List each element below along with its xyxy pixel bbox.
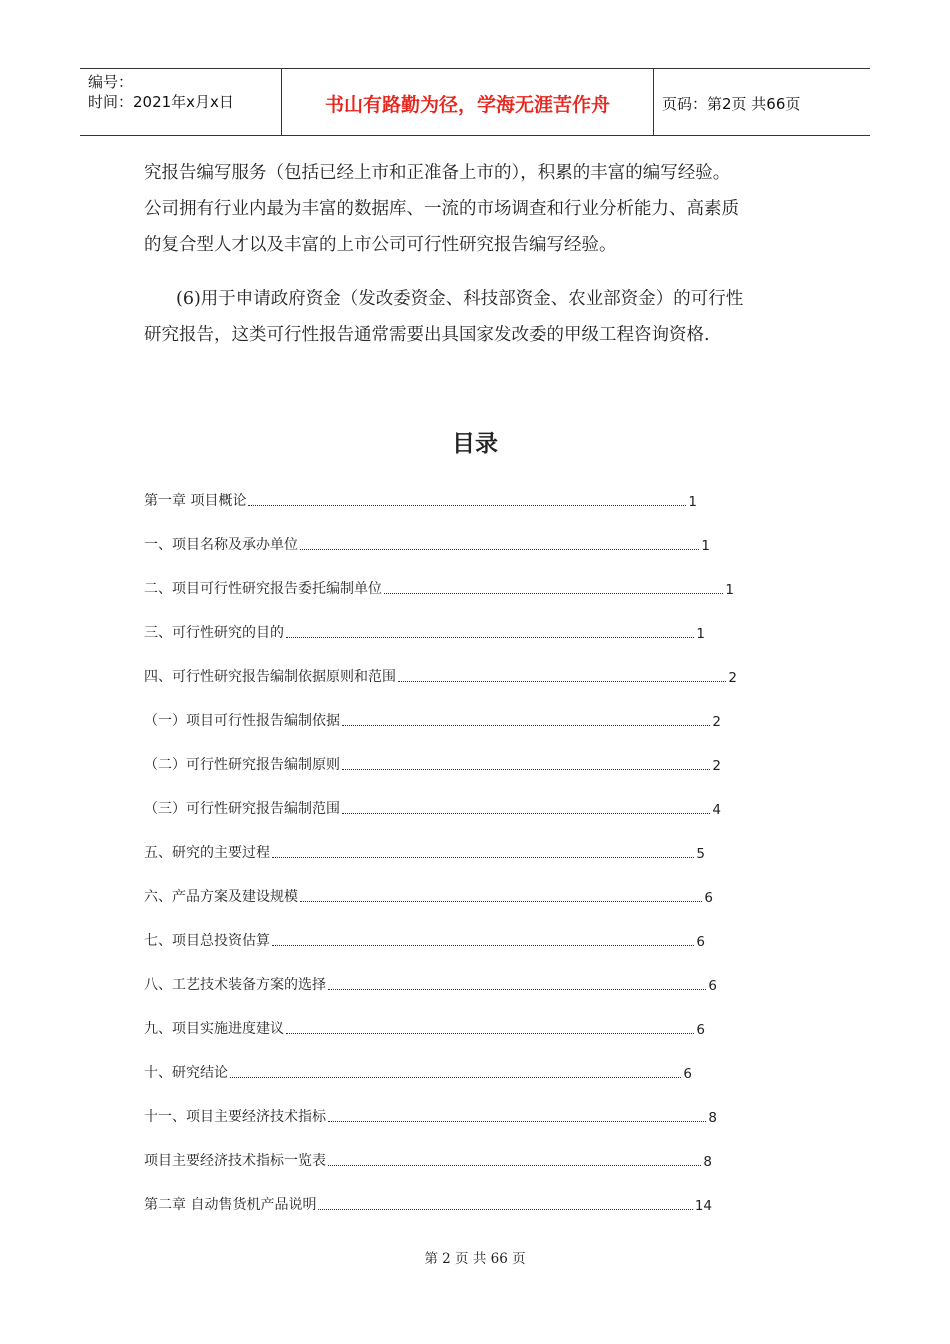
toc-entry-page: 1 bbox=[725, 582, 734, 598]
toc-entry-page: 1 bbox=[696, 626, 705, 642]
toc-entry-page: 6 bbox=[708, 978, 717, 994]
toc-entry[interactable] bbox=[144, 666, 737, 686]
toc-entry[interactable] bbox=[144, 842, 705, 862]
toc-entry[interactable] bbox=[144, 710, 721, 730]
toc-entry[interactable] bbox=[144, 930, 705, 950]
toc-entry-title: 三、可行性研究的目的 bbox=[144, 625, 284, 641]
toc-leader-dots bbox=[248, 504, 686, 506]
toc-entry-title: 第一章 项目概论 bbox=[144, 493, 247, 509]
toc-entry-page: 14 bbox=[694, 1198, 712, 1214]
paragraph-line: 究报告编写服务（包括已经上市和正准备上市的），积累的丰富的编写经验。 bbox=[144, 163, 731, 183]
toc-entry-title: 七、项目总投资估算 bbox=[144, 933, 270, 949]
toc-entry-page: 1 bbox=[701, 538, 710, 554]
document-number-label: 编号： bbox=[88, 73, 134, 91]
paragraph-line: 的复合型人才以及丰富的上市公司可行性研究报告编写经验。 bbox=[144, 235, 617, 255]
toc-entry[interactable] bbox=[144, 754, 721, 774]
toc-entry[interactable] bbox=[144, 886, 713, 906]
toc-entry-title: 十、研究结论 bbox=[144, 1065, 228, 1081]
toc-entry-page: 2 bbox=[712, 758, 721, 774]
toc-leader-dots bbox=[318, 1208, 692, 1210]
toc-entry[interactable] bbox=[144, 1062, 692, 1082]
toc-entry[interactable] bbox=[144, 974, 717, 994]
header-meta bbox=[80, 69, 282, 135]
toc-entry-page: 8 bbox=[703, 1154, 712, 1170]
toc-entry[interactable] bbox=[144, 1106, 717, 1126]
header-motto: 书山有路勤为径，学海无涯苦作舟 bbox=[282, 69, 654, 135]
toc-entry-page: 6 bbox=[696, 1022, 705, 1038]
toc-entry-page: 4 bbox=[712, 802, 721, 818]
toc-entry[interactable] bbox=[144, 1018, 705, 1038]
toc-leader-dots bbox=[328, 1164, 701, 1166]
toc-leader-dots bbox=[328, 1120, 706, 1122]
toc-entry[interactable] bbox=[144, 534, 710, 554]
toc-leader-dots bbox=[286, 1032, 694, 1034]
body-paragraph-1 bbox=[144, 155, 816, 263]
toc-entry-title: 五、研究的主要过程 bbox=[144, 845, 270, 861]
body-paragraph-2 bbox=[144, 281, 816, 353]
toc-entry-page: 5 bbox=[696, 846, 705, 862]
toc-entry-page: 2 bbox=[728, 670, 737, 686]
toc-entry[interactable] bbox=[144, 1194, 712, 1214]
toc-leader-dots bbox=[272, 944, 694, 946]
toc-entry-title: 四、可行性研究报告编制依据原则和范围 bbox=[144, 669, 396, 685]
toc-entry-title: 九、项目实施进度建议 bbox=[144, 1021, 284, 1037]
toc-entry-title: （一）项目可行性报告编制依据 bbox=[144, 713, 340, 729]
toc-entry-title: 二、项目可行性研究报告委托编制单位 bbox=[144, 581, 382, 597]
toc-leader-dots bbox=[300, 548, 699, 550]
page-header bbox=[80, 68, 870, 136]
toc-entry-title: 项目主要经济技术指标一览表 bbox=[144, 1153, 326, 1169]
toc-leader-dots bbox=[342, 768, 710, 770]
toc-entry-page: 8 bbox=[708, 1110, 717, 1126]
toc-leader-dots bbox=[300, 900, 702, 902]
toc-entry-page: 1 bbox=[688, 494, 697, 510]
toc-entry-title: 一、项目名称及承办单位 bbox=[144, 537, 298, 553]
paragraph-line: 公司拥有行业内最为丰富的数据库、一流的市场调查和行业分析能力、高素质 bbox=[144, 199, 739, 219]
toc-entry-page: 2 bbox=[712, 714, 721, 730]
toc-leader-dots bbox=[342, 812, 710, 814]
toc-entry-page: 6 bbox=[704, 890, 713, 906]
toc-entry[interactable] bbox=[144, 1150, 712, 1170]
toc-entry[interactable] bbox=[144, 798, 721, 818]
toc-leader-dots bbox=[398, 680, 726, 682]
document-date: 时间：2021年x月x日 bbox=[88, 93, 234, 111]
toc-title: 目录 bbox=[452, 431, 498, 457]
toc-entry-title: 十一、项目主要经济技术指标 bbox=[144, 1109, 326, 1125]
toc-leader-dots bbox=[342, 724, 710, 726]
toc-entry[interactable] bbox=[144, 490, 697, 510]
toc-entry-title: 第二章 自动售货机产品说明 bbox=[144, 1197, 317, 1213]
header-page-info: 页码：第2页 共66页 bbox=[662, 94, 801, 113]
toc-leader-dots bbox=[328, 988, 706, 990]
toc-entry-title: 六、产品方案及建设规模 bbox=[144, 889, 298, 905]
toc-entry-title: （三）可行性研究报告编制范围 bbox=[144, 801, 340, 817]
paragraph-line: 研究报告，这类可行性报告通常需要出具国家发改委的甲级工程咨询资格. bbox=[144, 325, 710, 345]
toc-entry[interactable] bbox=[144, 578, 734, 598]
page-footer: 第 2 页 共 66 页 bbox=[424, 1251, 526, 1267]
toc-entry-title: （二）可行性研究报告编制原则 bbox=[144, 757, 340, 773]
toc-entry[interactable] bbox=[144, 622, 705, 642]
toc-leader-dots bbox=[286, 636, 694, 638]
toc-leader-dots bbox=[230, 1076, 681, 1078]
toc-entry-title: 八、工艺技术装备方案的选择 bbox=[144, 977, 326, 993]
paragraph-line: (6)用于申请政府资金（发改委资金、科技部资金、农业部资金）的可行性 bbox=[176, 289, 744, 309]
toc-entry-page: 6 bbox=[683, 1066, 692, 1082]
toc-leader-dots bbox=[272, 856, 694, 858]
toc-entry-page: 6 bbox=[696, 934, 705, 950]
toc-leader-dots bbox=[384, 592, 723, 594]
